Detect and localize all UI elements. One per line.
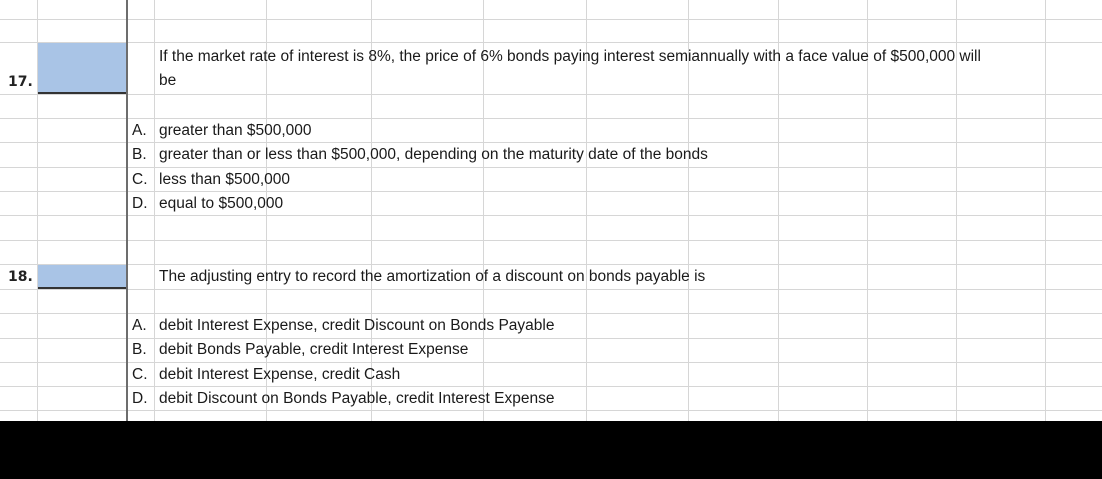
- option-text: debit Interest Expense, credit Discount on Bonds Payable: [159, 317, 555, 334]
- option-text: debit Interest Expense, credit Cash: [159, 366, 401, 383]
- option-letter: A.: [132, 317, 147, 334]
- option-letter: B.: [132, 146, 147, 163]
- option-letter: A.: [132, 122, 147, 139]
- option-text: debit Bonds Payable, credit Interest Expense: [159, 341, 469, 358]
- option-letter: D.: [132, 195, 148, 212]
- option-letter: B.: [132, 341, 147, 358]
- option-text: less than $500,000: [159, 171, 290, 188]
- black-bottom-area: [0, 421, 1102, 479]
- option-letter: C.: [132, 171, 148, 188]
- option-letter: C.: [132, 366, 148, 383]
- answer-underline-17: [38, 92, 126, 94]
- question-stem-17-line1: If the market rate of interest is 8%, the price of 6% bonds paying interest semiannually with a face value of $500,000 will: [159, 48, 981, 65]
- option-text: equal to $500,000: [159, 195, 284, 212]
- option-text: greater than $500,000: [159, 122, 312, 139]
- answer-underline-18: [38, 287, 126, 289]
- question-stem-18: The adjusting entry to record the amortization of a discount on bonds payable is: [159, 268, 706, 285]
- column-border: [126, 0, 128, 421]
- option-letter: D.: [132, 390, 148, 407]
- question-number-17: 17.: [8, 74, 33, 90]
- question-number-18: 18.: [8, 269, 33, 285]
- option-text: debit Discount on Bonds Payable, credit Interest Expense: [159, 390, 555, 407]
- answer-cell-18[interactable]: [38, 265, 126, 288]
- option-text: greater than or less than $500,000, depending on the maturity date of the bonds: [159, 146, 708, 163]
- question-stem-17-line2: be: [159, 72, 177, 89]
- answer-cell-17[interactable]: [38, 43, 126, 93]
